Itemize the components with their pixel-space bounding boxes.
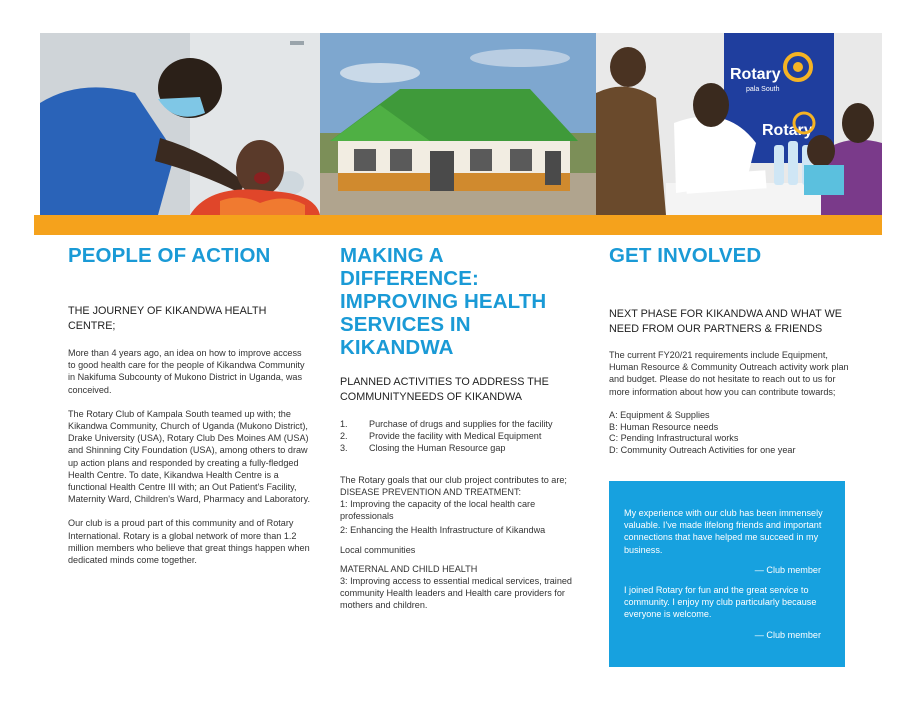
goal-local-communities: Local communities bbox=[340, 544, 416, 555]
rotary-members-signing-photo bbox=[596, 33, 882, 215]
requirements-list bbox=[609, 410, 849, 457]
list-item-number: 2. bbox=[340, 431, 348, 442]
rotary-members-illustration bbox=[596, 33, 882, 215]
column-people-of-action bbox=[68, 244, 310, 566]
list-item: A: Equipment & Supplies bbox=[609, 409, 710, 420]
heading-making-a-difference: MAKING A DIFFERENCE: IMPROVING HEALTH SERVICES IN KIKANDWA bbox=[340, 244, 547, 359]
banner-rotary-text: Rotary bbox=[730, 66, 781, 83]
banner-subtext: pala South bbox=[746, 86, 780, 93]
dental-checkup-photo bbox=[40, 33, 320, 215]
goal-maternal-heading: MATERNAL AND CHILD HEALTH bbox=[340, 563, 478, 574]
list-item-number: 1. bbox=[340, 419, 348, 429]
list-item bbox=[340, 442, 572, 454]
testimonial-quote: I joined Rotary for fun and the great service to community. I enjoy my club particularly because everyone is welcome. bbox=[624, 585, 817, 620]
paragraph-requirements: The current FY20/21 requirements include Equipment, Human Resource & Community Outreach activity work plan and budget. Please do not hesitate to reach out to us for more information about how you can contribute towards; bbox=[609, 350, 849, 397]
list-item-text: Provide the facility with Medical Equipment bbox=[369, 431, 542, 442]
dental-checkup-illustration bbox=[40, 33, 320, 215]
goal-item: 3: Improving access to essential medical services, trained community Health leaders and Health care providers for mothers and children. bbox=[340, 576, 572, 611]
planned-activities-list bbox=[340, 418, 572, 455]
goal-disease-prevention-heading: DISEASE PREVENTION AND TREATMENT: bbox=[340, 486, 522, 497]
heading-get-involved: GET INVOLVED bbox=[609, 244, 762, 267]
list-item-text: Purchase of drugs and supplies for the facility bbox=[369, 419, 553, 429]
list-item: B: Human Resource needs bbox=[609, 421, 719, 432]
list-item: D: Community Outreach Activities for one year bbox=[609, 445, 796, 456]
list-item-number: 3. bbox=[340, 443, 348, 454]
heading-people-of-action: PEOPLE OF ACTION bbox=[68, 244, 271, 267]
building-illustration bbox=[320, 33, 596, 215]
photo-strip bbox=[40, 33, 882, 215]
paragraph-rotary: Our club is a proud part of this community and of Rotary International. Rotary is a global network of more than 1.2 million members who believe that great things happen when dedicated minds come together. bbox=[68, 518, 310, 566]
testimonial-author: — Club member bbox=[754, 629, 821, 640]
goal-item: 2: Enhancing the Health Infrastructure of Kikandwa bbox=[340, 525, 546, 536]
list-item bbox=[340, 418, 572, 430]
column-get-involved bbox=[609, 244, 849, 457]
testimonial-author: — Club member bbox=[754, 564, 821, 575]
health-centre-building-photo bbox=[320, 33, 596, 215]
subtitle-planned-activities: PLANNED ACTIVITIES TO ADDRESS THE COMMUNITYNEEDS OF KIKANDWA bbox=[340, 376, 549, 403]
paragraph-partners: The Rotary Club of Kampala South teamed up with; the Kikandwa Community, Church of Uganda (Mukono District), Drake University (USA), Rotary Club Des Moines AM (USA) and Shinning City Foundation (USA), among others to draw up action plans and responded by creating a fully-fledged Health Centre. To date, Kikandwa Health Centre is a functional Health Centre III with; an Out Patient's Facility, Maternity Ward, Children's Ward, Pharmacy and Laboratory. bbox=[68, 408, 310, 505]
list-item: C: Pending Infrastructural works bbox=[609, 433, 739, 444]
subtitle-next-phase: NEXT PHASE FOR KIKANDWA AND WHAT WE NEED FROM OUR PARTNERS & FRIENDS bbox=[609, 308, 842, 335]
subtitle-journey: THE JOURNEY OF KIKANDWA HEALTH CENTRE; bbox=[68, 305, 267, 332]
testimonials-box bbox=[609, 481, 845, 667]
testimonial-quote: My experience with our club has been immensely valuable. I've made lifelong friends and important connections that have helped me succeed in my business. bbox=[624, 508, 823, 555]
banner-rotary-text-2: Rotary bbox=[762, 122, 813, 139]
goal-item: 1: Improving the capacity of the local health care professionals bbox=[340, 499, 536, 522]
list-item-text: Closing the Human Resource gap bbox=[369, 443, 506, 454]
column-making-a-difference bbox=[340, 244, 572, 612]
goals-intro: The Rotary goals that our club project contributes to are; bbox=[340, 474, 567, 485]
list-item bbox=[340, 430, 572, 442]
paragraph-idea: More than 4 years ago, an idea on how to improve access to good health care for the people of Kikandwa Community in Nakifuma Subcounty of Mukono District in Uganda, was conceived. bbox=[68, 348, 305, 395]
orange-accent-band bbox=[34, 215, 882, 235]
